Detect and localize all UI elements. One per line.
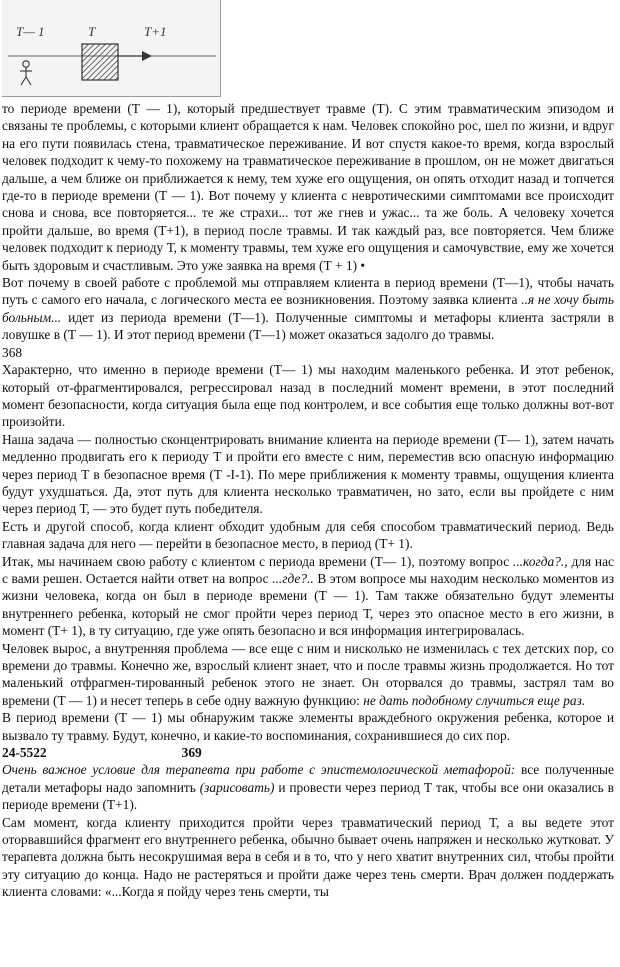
italic-text: ...когда?., bbox=[513, 553, 568, 569]
paragraph bbox=[2, 761, 614, 813]
hatched-box bbox=[82, 44, 118, 80]
page-number-second: 369 bbox=[181, 745, 202, 761]
page-footer bbox=[2, 744, 614, 761]
text-segment: Человек вырос, а внутренняя проблема — все еще с ним и нисколько не изменилась с тех детских пор, со времени до травмы. Конечно же, взрослый клиент знает, что и после травмы жизнь продолжается. Но тот маленький отфрагмен-тированный ребенок этого не знает. Он оторвался до травмы, застрял там во времени (Т — 1) и несет теперь в себе одну важную функцию: bbox=[2, 640, 614, 708]
text-segment: Сам момент, когда клиенту приходится пройти через травматический период Т, а вы ведете этот оторвавшийся фрагмент его внутреннего ребенка, обычно бывает очень напряжен и несколько жутковат. У терапевта должна быть несокрушимая вера в себя и в то, что у него хватит внутренних сил, чтобы пройти эту ситуацию до конца. Надо не растеряться и пройти даже через тень смерти. Врач должен поддержать клиента словами: «...Когда я пойду через тень смерти, ты bbox=[2, 814, 614, 900]
paragraph bbox=[2, 814, 614, 901]
stick-figure-icon bbox=[20, 61, 32, 85]
text-segment: для нас с вами решен. Остается найти ответ на вопрос bbox=[2, 553, 614, 586]
page-number: 368 bbox=[2, 344, 23, 360]
timeline-figure bbox=[2, 0, 221, 97]
italic-text: не дать подобному случиться еще раз. bbox=[363, 692, 586, 708]
text-segment: то периоде времени (Т — 1), который предшествует травме (Т). С этим травматическим эпизодом и связаны те проблемы, с которыми клиент обращается к нам. Человек спокойно рос, шел по жизни, и вдруг на его пути появилась стена, травматическое переживание. И вот спустя какое-то время, когда взрослый человек подходит к чему-то похожему на травматическое переживание в прошлом, он не может двигаться дальше, а чем ближе он приближается к нему, тем хуже его ощущения, он опять отходит назад и топчется где-то в периоде времени (Т — 1). Вот почему у клиента с невротическими симптомами все происходит снова и снова, все повторяется... те же страхи... тот же гнев и ужас... та же боль. А человеку хочется пройти дальше, во время (Т+1), в период после травмы. И так каждый раз, все повторяется. Чем ближе человек подходит к периоду Т, к моменту травмы, тем хуже его ощущения и самочувствие, ему же хочется быть здоровым и счастливым. Это уже заявка на время (Т + 1) • bbox=[2, 101, 614, 273]
paragraph bbox=[2, 640, 614, 710]
text-segment: Вот почему в своей работе с проблемой мы отправляем клиента в период времени (Т—1), чтобы начать путь с самого его начала, с логического места ее возникновения. Поэтому заявка клиента bbox=[2, 275, 614, 308]
text-segment: идет из периода времени (Т—1). Полученные симптомы и метафоры клиента застряли в ловушке в (Т — 1). И этот период времени (Т—1) может оказаться задолго до травмы. bbox=[2, 309, 614, 343]
italic-text: ..я не хочу быть больным... bbox=[2, 292, 614, 325]
paragraph bbox=[2, 709, 614, 744]
footer-code: 24-5522 bbox=[2, 745, 47, 761]
page-text bbox=[2, 100, 614, 901]
timeline-diagram bbox=[2, 0, 220, 96]
paragraph bbox=[2, 431, 614, 518]
text-segment: Наша задача — полностью сконцентрировать внимание клиента на периоде времени (Т— 1), затем начать медленно продвигать его к периоду Т и пройти его вместе с ним, переместив всю опасную информацию через период Т в безопасное время (Т -I-1). По мере приближения к моменту травмы, ощущения клиента будут ухудшаться. Да, этот путь для клиента несколько травматичен, но зато, если вы пройдете с ним через период Т, — это будет путь победителя. bbox=[2, 431, 614, 517]
text-segment: Характерно, что именно в периоде времени (Т— 1) мы находим маленького ребенка. И этот ребенок, который от-фрагментировался, регрессировал назад в последний момент времени, в этот последний момент безопасности, когда ситуация была еще под контролем, и все события еще только должны вот-вот произойти. bbox=[2, 362, 614, 430]
text-segment: все полученные детали метафоры надо запомнить bbox=[2, 762, 614, 795]
arrow-icon bbox=[142, 51, 152, 61]
text-segment: Есть и другой способ, когда клиент обходит удобным для себя способом травматический период. Ведь главная задача для него — перейти в безопасное место, в период (Т+ 1). bbox=[2, 518, 614, 552]
italic-text: ...где?.. bbox=[272, 570, 314, 586]
label-t: T bbox=[88, 24, 96, 39]
text-segment: В этом вопросе мы находим несколько моментов из жизни человека, когда он был в периоде времени (Т — 1). Там также обязательно будут элементы внутреннего ребенка, который не смог пройти через период Т, через это опасное место в его жизни, в момент (Т+ 1), в ту ситуацию, где уже опять безопасно и вся информация интегрировалась. bbox=[2, 570, 614, 639]
label-t-minus: T— 1 bbox=[16, 24, 45, 39]
text-segment: Итак, мы начинаем свою работу с клиентом с периода времени (Т— 1), поэтому вопрос bbox=[2, 553, 514, 569]
paragraph bbox=[2, 361, 614, 431]
paragraph bbox=[2, 553, 614, 640]
text-segment: и провести через период Т так, чтобы все они оказались в периоде времени (Т+1). bbox=[2, 779, 614, 813]
italic-text: (зарисовать) bbox=[199, 779, 275, 795]
paragraph bbox=[2, 274, 614, 344]
paragraph bbox=[2, 100, 614, 274]
text-segment: В период времени (Т — 1) мы обнаружим также элементы враждебного окружения ребенка, которое и вызвало ту травму. Будут, конечно, и какие-то воспоминания, сохранившиеся до сих пор. bbox=[2, 710, 614, 743]
label-t-plus: T+1 bbox=[144, 24, 167, 39]
paragraph bbox=[2, 518, 614, 553]
italic-text: Очень важное условие для терапевта при работе с эпистемологической метафорой: bbox=[2, 762, 516, 778]
